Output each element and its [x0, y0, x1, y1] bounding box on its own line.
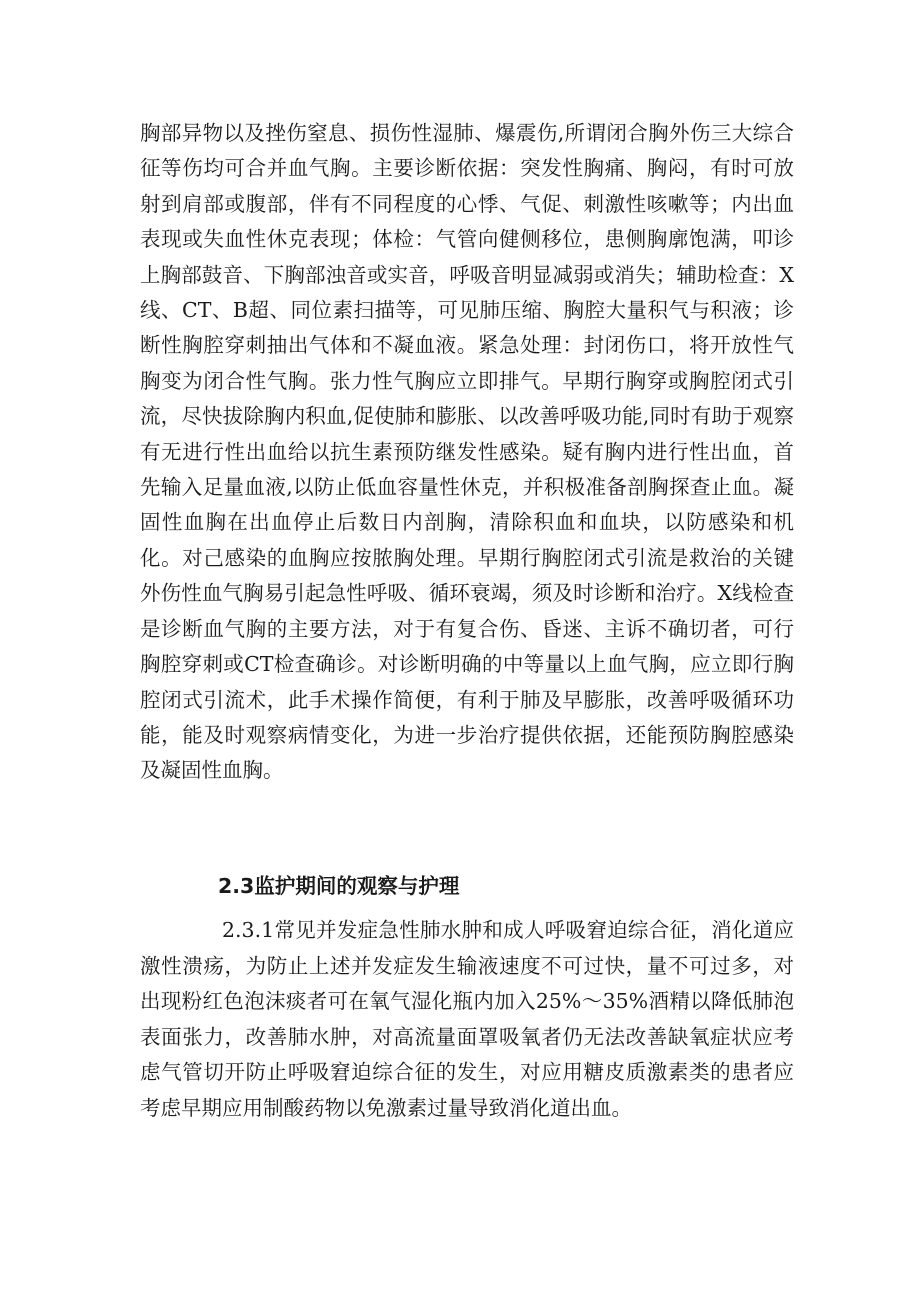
body-paragraph-complications: 2.3.1常见并发症急性肺水肿和成人呼吸窘迫综合征，消化道应激性溃疡，为防止上述并发症发生输液速度不可过快，量不可过多，对出现粉红色泡沫痰者可在氧气湿化瓶内加入25%～35%酒精以降低肺泡表面张力，改善肺水肿，对高流量面罩吸氧者仍无法改善缺氧症状应考虑气管切开防止呼吸窘迫综合征的发生，对应用糖皮质激素类的患者应考虑早期应用制酸药物以免激素过量导致消化道出血。 [140, 918, 794, 1120]
body-paragraph-diagnosis-treatment: 胸部异物以及挫伤窒息、损伤性湿肺、爆震伤,所谓闭合胸外伤三大综合征等伤均可合并血气胸。主要诊断依据：突发性胸痛、胸闷，有时可放射到肩部或腹部，伴有不同程度的心悸、气促、刺激性咳嗽等；内出血表现或失血性休克表现；体检：气管向健侧移位，患侧胸廓饱满，叩诊上胸部鼓音、下胸部浊音或实音，呼吸音明显减弱或消失；辅助检查：X线、CT、B超、同位素扫描等，可见肺压缩、胸腔大量积气与积液；诊断性胸腔穿刺抽出气体和不凝血液。紧急处理：封闭伤口，将开放性气胸变为闭合性气胸。张力性气胸应立即排气。早期行胸穿或胸腔闭式引流，尽快拔除胸内积血,促使肺和膨胀、以改善呼吸功能,同时有助于观察有无进行性出血给以抗生素预防继发性感染。疑有胸内进行性出血，首先输入足量血液,以防止低血容量性休克，并积极准备剖胸探查止血。凝固性血胸在出血停止后数日内剖胸，清除积血和血块，以防感染和机化。对己感染的血胸应按脓胸处理。早期行胸腔闭式引流是救治的关键外伤性血气胸易引起急性呼吸、循环衰竭，须及时诊断和治疗。X线检查是诊断血气胸的主要方法，对于有复合伤、昏迷、主诉不确切者，可行胸腔穿刺或CT检查确诊。对诊断明确的中等量以上血气胸，应立即行胸腔闭式引流术，此手术操作简便，有利于肺及早膨胀，改善呼吸循环功能，能及时观察病情变化，为进一步治疗提供依据，还能预防胸腔感染及凝固性血胸。 [140, 121, 794, 783]
section-heading-monitoring: 2.3监护期间的观察与护理 [218, 874, 460, 898]
